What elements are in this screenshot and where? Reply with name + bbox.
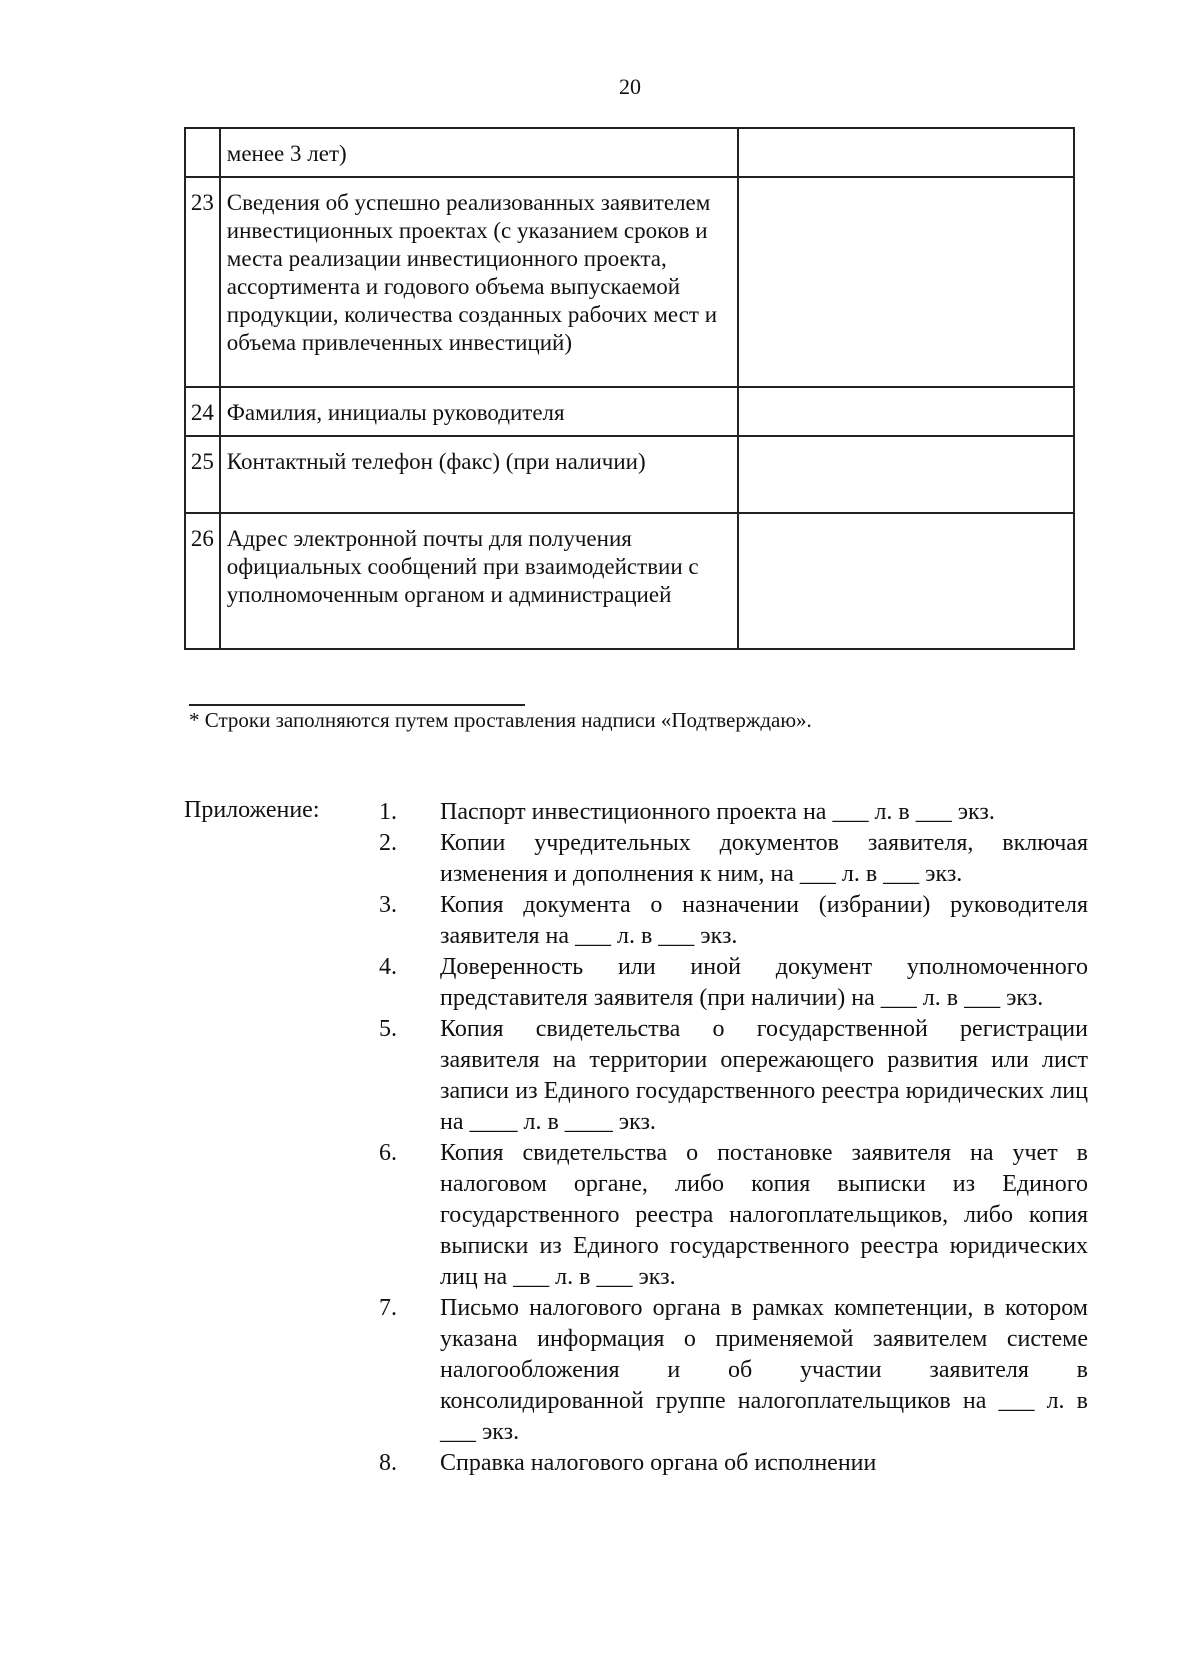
list-item-number: 3. — [379, 892, 397, 918]
list-item-text: Копия свидетельства о постановке заявителя на учет в налоговом органе, либо копия выписки из Единого государственного реестра налогоплательщиков, либо копия выписки из Единого государственного реестра юридических лиц на ___ л. в ___ экз. — [440, 1140, 1088, 1290]
footnote-divider — [189, 704, 525, 706]
list-item-text: Копия документа о назначении (избрании) руководителя заявителя на ___ л. в ___ экз. — [440, 892, 1088, 949]
list-item-number: 1. — [379, 799, 397, 825]
row-number — [185, 128, 220, 177]
row-value-cell[interactable] — [738, 128, 1074, 177]
appendix-list — [372, 797, 1088, 1479]
page-number: 20 — [619, 74, 641, 99]
list-item-number: 4. — [379, 954, 397, 980]
row-number: 23 — [185, 177, 220, 387]
table-row — [185, 387, 1074, 436]
list-item-number: 2. — [379, 830, 397, 856]
list-item-text: Паспорт инвестиционного проекта на ___ л. в ___ экз. — [440, 799, 995, 825]
list-item — [372, 952, 1088, 1014]
list-item — [372, 1448, 1088, 1479]
list-item — [372, 1138, 1088, 1293]
list-item-text: Копия свидетельства о государственной регистрации заявителя на территории опережающего развития или лист записи из Единого государственного реестра юридических лиц на ____ л. в ____ экз. — [440, 1016, 1088, 1135]
row-number: 26 — [185, 513, 220, 649]
list-item-text: Копии учредительных документов заявителя, включая изменения и дополнения к ним, на ___ л. в ___ экз. — [440, 830, 1088, 887]
row-value-cell[interactable] — [738, 513, 1074, 649]
row-value-cell[interactable] — [738, 387, 1074, 436]
list-item — [372, 1293, 1088, 1448]
table-row — [185, 177, 1074, 387]
list-item-number: 6. — [379, 1140, 397, 1166]
row-label: Контактный телефон (факс) (при наличии) — [220, 436, 738, 513]
list-item-number: 5. — [379, 1016, 397, 1042]
list-item — [372, 890, 1088, 952]
list-item-number: 8. — [379, 1450, 397, 1476]
row-number: 24 — [185, 387, 220, 436]
list-item-text: Доверенность или иной документ уполномоченного представителя заявителя (при наличии) на ___ л. в ___ экз. — [440, 954, 1088, 1011]
row-label: менее 3 лет) — [220, 128, 738, 177]
list-item — [372, 1014, 1088, 1138]
row-label: Сведения об успешно реализованных заявителем инвестиционных проектах (с указанием сроков и места реализации инвестиционного проекта, ассортимента и годового объема выпускаемой продукции, количества созданных рабочих мест и объема привлеченных инвестиций) — [220, 177, 738, 387]
row-label: Адрес электронной почты для получения официальных сообщений при взаимодействии с уполномоченным органом и администрацией — [220, 513, 738, 649]
table-row — [185, 513, 1074, 649]
list-item — [372, 828, 1088, 890]
table-row — [185, 436, 1074, 513]
footnote: * Строки заполняются путем проставления надписи «Подтверждаю». — [189, 708, 812, 732]
list-item-text: Письмо налогового органа в рамках компетенции, в котором указана информация о применяемой заявителем системе налогообложения и об участии заявителя в консолидированной группе налогоплательщиков на ___ л. в ___ экз. — [440, 1295, 1088, 1445]
row-value-cell[interactable] — [738, 436, 1074, 513]
table-row — [185, 128, 1074, 177]
list-item — [372, 797, 1088, 828]
list-item-number: 7. — [379, 1295, 397, 1321]
row-number: 25 — [185, 436, 220, 513]
list-item-text: Справка налогового органа об исполнении — [440, 1450, 877, 1476]
row-value-cell[interactable] — [738, 177, 1074, 387]
appendix-title: Приложение: — [184, 797, 320, 823]
application-table — [184, 127, 1075, 650]
row-label: Фамилия, инициалы руководителя — [220, 387, 738, 436]
